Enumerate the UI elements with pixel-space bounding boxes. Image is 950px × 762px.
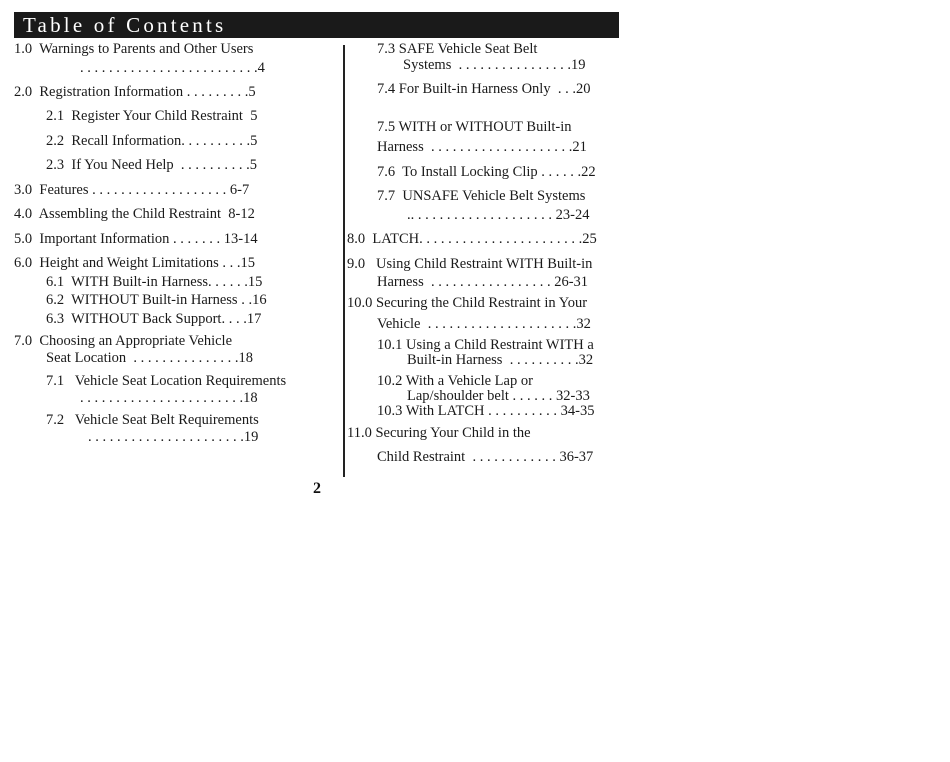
toc-entry: 6.3 WITHOUT Back Support. . . .17 xyxy=(46,311,262,327)
toc-entry-continuation: Lap/shoulder belt . . . . . . 32-33 xyxy=(407,388,590,404)
toc-entry: 11.0 Securing Your Child in the xyxy=(347,425,531,441)
toc-entry-continuation: Harness . . . . . . . . . . . . . . . . . . . .21 xyxy=(377,139,587,155)
toc-title-bar xyxy=(14,12,619,38)
toc-entry-continuation: Vehicle . . . . . . . . . . . . . . . . . . . . .32 xyxy=(377,316,591,332)
toc-entry: 2.2 Recall Information. . . . . . . . . .5 xyxy=(46,133,258,149)
toc-entry: 6.2 WITHOUT Built-in Harness . .16 xyxy=(46,292,267,308)
toc-entry-continuation: Child Restraint . . . . . . . . . . . . 36-37 xyxy=(377,449,594,465)
toc-entry: 7.2 Vehicle Seat Belt Requirements xyxy=(46,412,259,428)
toc-entry: 6.0 Height and Weight Limitations . . .15 xyxy=(14,255,256,271)
column-divider xyxy=(343,45,345,477)
toc-entry-leader: .. . . . . . . . . . . . . . . . . . . . 23-24 xyxy=(407,207,590,223)
toc-entry: 7.4 For Built-in Harness Only . . .20 xyxy=(377,81,591,97)
toc-entry: 7.3 SAFE Vehicle Seat Belt xyxy=(377,41,538,57)
toc-entry: 7.5 WITH or WITHOUT Built-in xyxy=(377,119,572,135)
toc-entry: 10.1 Using a Child Restraint WITH a xyxy=(377,337,594,353)
toc-entry: 7.0 Choosing an Appropriate Vehicle xyxy=(14,333,233,349)
toc-title: Table of Contents xyxy=(23,13,227,37)
toc-entry: 8.0 LATCH. . . . . . . . . . . . . . . . . . . . . . .25 xyxy=(347,231,597,247)
toc-entry: 10.3 With LATCH . . . . . . . . . . 34-35 xyxy=(377,403,595,419)
toc-entry: 10.2 With a Vehicle Lap or xyxy=(377,373,533,389)
toc-entry: 2.0 Registration Information . . . . . . . . .5 xyxy=(14,84,256,100)
toc-entry: 5.0 Important Information . . . . . . . 13-14 xyxy=(14,231,258,247)
toc-entry-leader: . . . . . . . . . . . . . . . . . . . . . . . . .4 xyxy=(80,60,265,76)
toc-entry-leader: . . . . . . . . . . . . . . . . . . . . . .19 xyxy=(88,429,259,445)
toc-entry: 7.6 To Install Locking Clip . . . . . .22 xyxy=(377,164,596,180)
toc-entry-continuation: Systems . . . . . . . . . . . . . . . .19 xyxy=(403,57,586,73)
toc-entry: 1.0 Warnings to Parents and Other Users xyxy=(14,41,254,57)
toc-entry-continuation: Seat Location . . . . . . . . . . . . . . .18 xyxy=(46,350,254,366)
toc-entry: 7.7 UNSAFE Vehicle Belt Systems xyxy=(377,188,586,204)
toc-entry-continuation: Built-in Harness . . . . . . . . . .32 xyxy=(407,352,594,368)
toc-entry-continuation: Harness . . . . . . . . . . . . . . . . . 26-31 xyxy=(377,274,589,290)
toc-entry-leader: . . . . . . . . . . . . . . . . . . . . . . .18 xyxy=(80,390,258,406)
toc-entry: 9.0 Using Child Restraint WITH Built-in xyxy=(347,256,593,272)
toc-entry: 10.0 Securing the Child Restraint in Your xyxy=(347,295,588,311)
toc-entry: 6.1 WITH Built-in Harness. . . . . .15 xyxy=(46,274,263,290)
toc-entry: 2.3 If You Need Help . . . . . . . . . .5 xyxy=(46,157,258,173)
toc-entry: 2.1 Register Your Child Restraint 5 xyxy=(46,108,258,124)
toc-entry: 4.0 Assembling the Child Restraint 8-12 xyxy=(14,206,255,222)
page-number: 2 xyxy=(313,480,321,497)
toc-entry: 7.1 Vehicle Seat Location Requirements xyxy=(46,373,287,389)
toc-entry: 3.0 Features . . . . . . . . . . . . . . . . . . . 6-7 xyxy=(14,182,250,198)
